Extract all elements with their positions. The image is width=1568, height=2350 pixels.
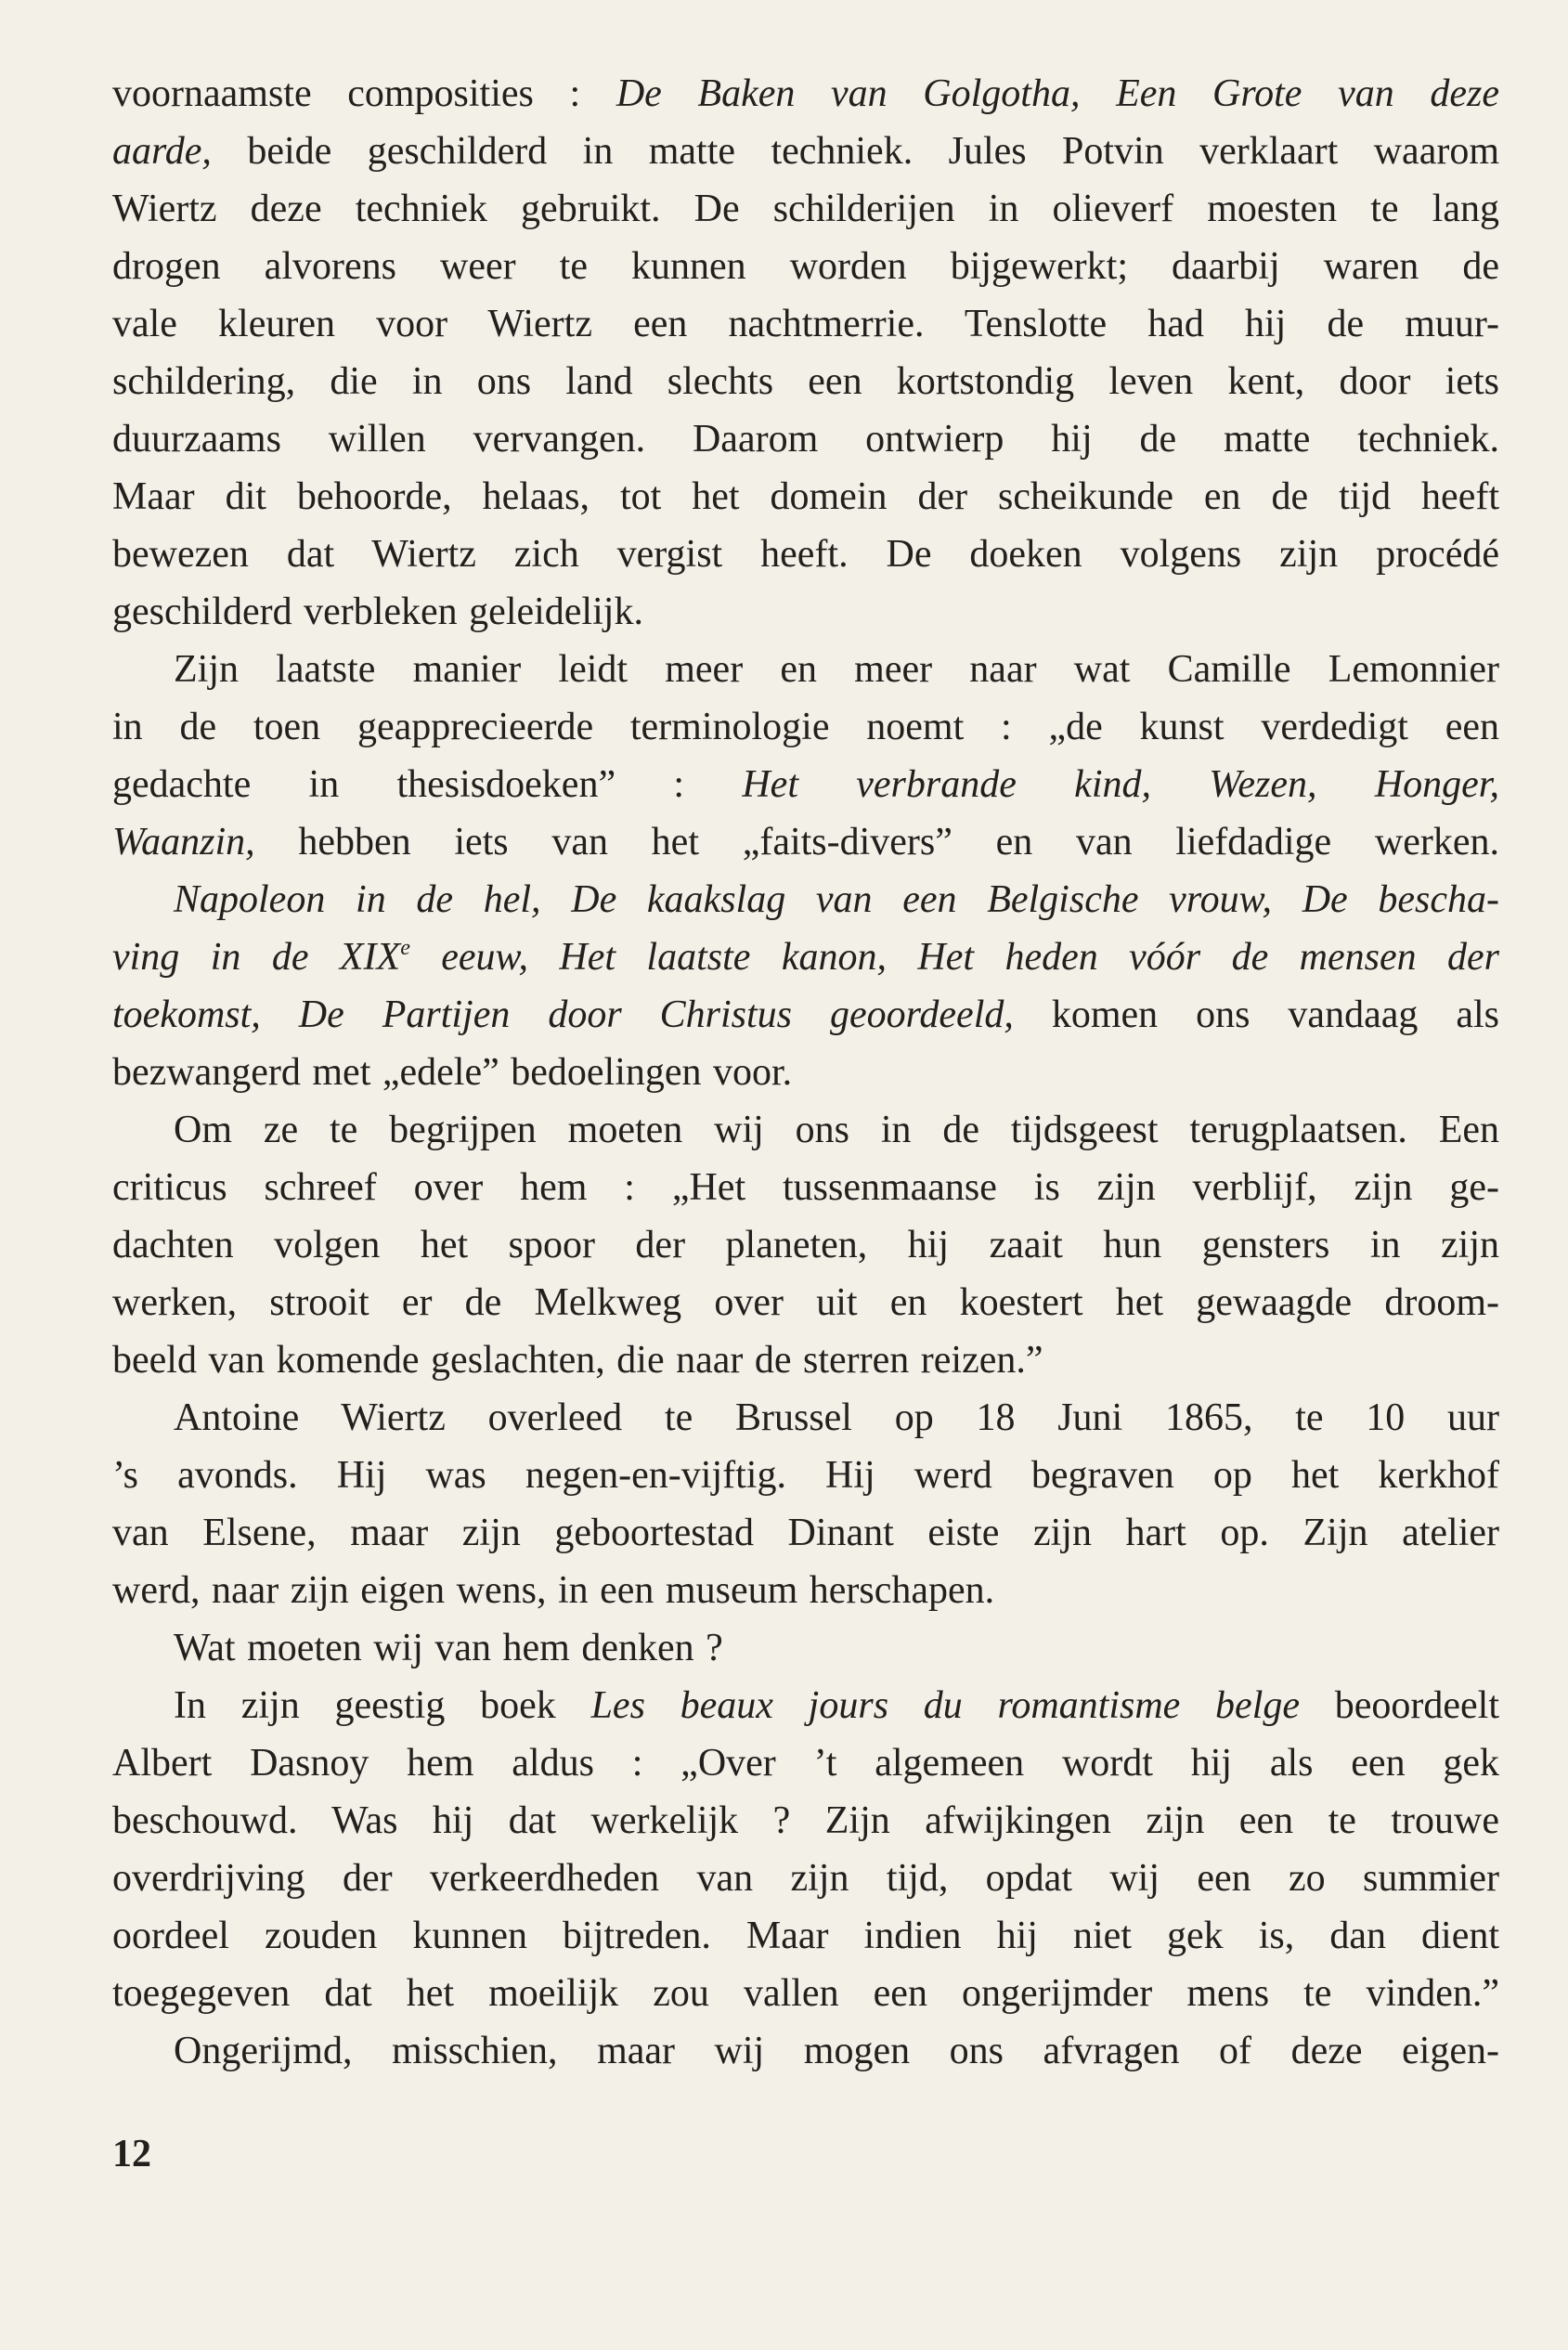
- text-span: hebben iets van het „faits-divers” en van liefdadige werken.: [254, 821, 1499, 863]
- text-span: beide geschilderd in matte techniek. Jules Potvin verklaart waarom: [211, 130, 1499, 173]
- paragraph: [112, 1389, 1499, 1619]
- text-line: [112, 641, 1499, 698]
- text-span: werken, strooit er de Melkweg over uit en koestert het gewaagde droom-: [112, 1281, 1499, 1324]
- text-line: [112, 1447, 1499, 1504]
- paragraph: [112, 1619, 1499, 1677]
- text-line: [112, 526, 1499, 583]
- text-span: ’s avonds. Hij was negen-en-vijftig. Hij werd begraven op het kerkhof: [112, 1454, 1499, 1497]
- text-span: schildering, die in ons land slechts een kortstondig leven kent, door iets: [112, 360, 1499, 403]
- text-span: drogen alvorens weer te kunnen worden bijgewerkt; daarbij waren de: [112, 245, 1499, 288]
- text-span: Wiertz deze techniek gebruikt. De schilderijen in olieverf moesten te lang: [112, 188, 1499, 230]
- text-span: vale kleuren voor Wiertz een nachtmerrie. Tenslotte had hij de muur-: [112, 303, 1499, 345]
- page-number: 12: [112, 2133, 151, 2175]
- text-line: [112, 871, 1499, 928]
- text-line: [112, 813, 1499, 871]
- text-span: overdrijving der verkeerdheden van zijn tijd, opdat wij een zo summier: [112, 1857, 1499, 1900]
- text-line: [112, 1159, 1499, 1216]
- text-span: In zijn geestig boek: [174, 1684, 591, 1727]
- text-span: voornaamste composities :: [112, 72, 616, 115]
- text-line: [112, 756, 1499, 813]
- text-span: dachten volgen het spoor der planeten, hij zaait hun gensters in zijn: [112, 1224, 1499, 1266]
- text-span: geschilderd verbleken geleidelijk.: [112, 591, 643, 633]
- text-span: Zijn laatste manier leidt meer en meer naar wat Camille Lemonnier: [174, 648, 1499, 691]
- text-span: komen ons vandaag als: [1013, 993, 1499, 1036]
- page-body-text: [112, 65, 1499, 2080]
- text-span: Antoine Wiertz overleed te Brussel op 18 Juni 1865, te 10 uur: [174, 1396, 1499, 1439]
- text-span: Albert Dasnoy hem aldus : „Over ’t algemeen wordt hij als een gek: [112, 1742, 1499, 1785]
- paragraph: [112, 871, 1499, 1101]
- paragraph: [112, 1677, 1499, 2022]
- text-line: [112, 1850, 1499, 1907]
- text-line: [112, 1734, 1499, 1792]
- text-line: [112, 986, 1499, 1044]
- text-line: [112, 2022, 1499, 2080]
- text-line: [112, 65, 1499, 123]
- superscript: e: [400, 936, 410, 960]
- text-span: beschouwd. Was hij dat werkelijk ? Zijn afwijkingen zijn een te trouwe: [112, 1799, 1499, 1842]
- text-line: [112, 1101, 1499, 1159]
- text-line: [112, 1274, 1499, 1331]
- paragraph: [112, 65, 1499, 641]
- text-line: [112, 123, 1499, 180]
- italic-title: Het verbrande kind, Wezen, Honger,: [742, 763, 1499, 806]
- text-line: [112, 1389, 1499, 1447]
- text-span: gedachte in thesisdoeken” :: [112, 763, 743, 806]
- text-span: Maar dit behoorde, helaas, tot het domein der scheikunde en de tijd heeft: [112, 475, 1499, 518]
- italic-title: Les beaux jours du romantisme belge: [590, 1684, 1300, 1727]
- text-line: [112, 1044, 1499, 1101]
- italic-title: De Baken van Golgotha, Een Grote van deze: [616, 72, 1499, 115]
- paragraph: [112, 1101, 1499, 1389]
- text-line: [112, 468, 1499, 526]
- text-line: [112, 1216, 1499, 1274]
- text-span: beoordeelt: [1300, 1684, 1499, 1727]
- italic-title: ving in de XIX: [112, 936, 401, 979]
- text-line: [112, 583, 1499, 641]
- italic-title: toekomst, De Partijen door Christus geoordeeld,: [112, 993, 1014, 1036]
- text-span: beeld van komende geslachten, die naar de sterren reizen.”: [112, 1339, 1043, 1382]
- italic-title: Napoleon in de hel, De kaakslag van een Belgische vrouw, De bescha-: [174, 878, 1499, 921]
- text-line: [112, 180, 1499, 238]
- text-line: [112, 1331, 1499, 1389]
- text-line: [112, 1965, 1499, 2022]
- text-span: oordeel zouden kunnen bijtreden. Maar indien hij niet gek is, dan dient: [112, 1915, 1499, 1957]
- text-span: Wat moeten wij van hem denken ?: [174, 1627, 723, 1669]
- text-span: Om ze te begrijpen moeten wij ons in de tijdsgeest terugplaatsen. Een: [174, 1109, 1499, 1151]
- text-line: [112, 1562, 1499, 1619]
- text-line: [112, 1792, 1499, 1850]
- text-line: [112, 1504, 1499, 1562]
- italic-title: aarde,: [112, 130, 212, 173]
- text-line: [112, 1619, 1499, 1677]
- italic-title: Waanzin,: [112, 821, 255, 863]
- text-span: in de toen geapprecieerde terminologie noemt : „de kunst verdedigt een: [112, 706, 1499, 748]
- text-line: [112, 1677, 1499, 1734]
- text-span: criticus schreef over hem : „Het tussenmaanse is zijn verblijf, zijn ge-: [112, 1166, 1499, 1209]
- text-span: werd, naar zijn eigen wens, in een museum herschapen.: [112, 1569, 995, 1612]
- text-span: bewezen dat Wiertz zich vergist heeft. De doeken volgens zijn procédé: [112, 533, 1499, 576]
- paragraph: [112, 641, 1499, 871]
- text-line: [112, 1907, 1499, 1965]
- text-line: [112, 698, 1499, 756]
- italic-title: eeuw, Het laatste kanon, Het heden vóór de mensen der: [409, 936, 1499, 979]
- text-line: [112, 295, 1499, 353]
- paragraph: [112, 2022, 1499, 2080]
- text-span: Ongerijmd, misschien, maar wij mogen ons afvragen of deze eigen-: [174, 2030, 1499, 2072]
- text-line: [112, 238, 1499, 295]
- text-line: [112, 928, 1499, 986]
- text-line: [112, 353, 1499, 410]
- text-span: duurzaams willen vervangen. Daarom ontwierp hij de matte techniek.: [112, 418, 1499, 461]
- text-span: toegegeven dat het moeilijk zou vallen een ongerijmder mens te vinden.”: [112, 1972, 1499, 2015]
- text-span: bezwangerd met „edele” bedoelingen voor.: [112, 1051, 793, 1094]
- text-span: van Elsene, maar zijn geboortestad Dinant eiste zijn hart op. Zijn atelier: [112, 1512, 1499, 1554]
- text-line: [112, 410, 1499, 468]
